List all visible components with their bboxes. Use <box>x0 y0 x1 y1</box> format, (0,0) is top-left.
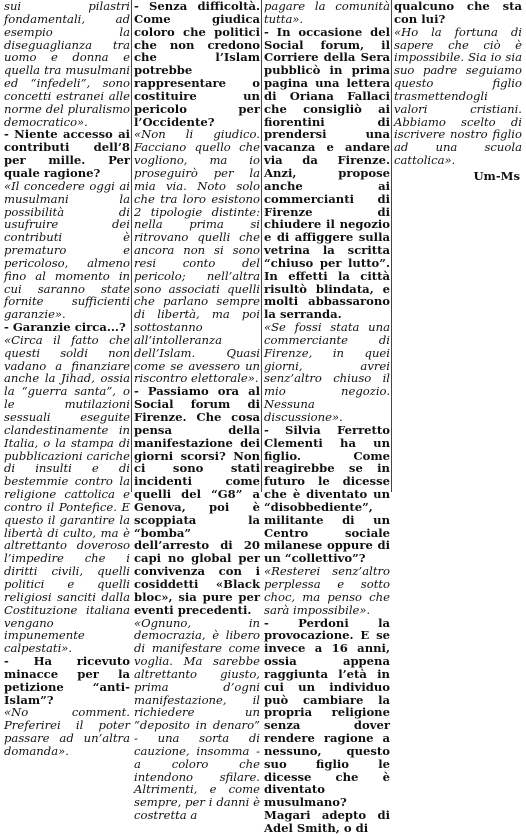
answer-paragraph: sui pilastri fondamentali, ad esempio la diseguaglianza tra uomo e donna e quella tra musulmani ed “infedeli”, sono concetti estranei alle norme del pluralismo democratico». <box>4 0 130 129</box>
column-3 <box>264 0 390 835</box>
answer-paragraph: «Se fossi stata una commerciante di Firenze, in quei giorni, avrei senz’altro chiuso il mio negozio. Nessuna discussione». <box>264 320 390 424</box>
column-2 <box>134 0 260 823</box>
column-4 <box>394 0 522 492</box>
column-1 <box>4 0 130 758</box>
question-paragraph: qualcuno che sta con lui? <box>394 0 522 26</box>
author-signature: Um-Ms <box>473 168 520 183</box>
question-paragraph: - Niente accesso ai contributi dell’8 per mille. Per quale ragione? <box>4 127 130 180</box>
answer-paragraph: «Circa il fatto che questi soldi non vadano a finanziare anche la Jihad, ossia la “guerra santa”, o le mutilazioni sessuali eseguite clandestinamente in Italia, o la stampa di pubblicazioni cariche di insulti e di bestemmie contro la religione cattolica e contro il Pontefice. E questo il garantire la libertà di culto, ma è altrettanto doveroso l’impedire che i diritti civili, quelli politici e quelli religiosi sanciti dalla Costituzione italiana vengano impunemente calpestati». <box>4 332 130 656</box>
answer-paragraph: pagare la comunità tutta». <box>264 0 390 26</box>
answer-paragraph: «Non li giudico. Facciano quello che vogliono, ma io proseguirò per la mia via. Noto solo che tra loro esistono 2 tipologie distinte: nella prima si ritrovano quelli che ancora non si sono resi conto del pericolo; nell’altra sono associati quelli che parlano sempre di libertà, ma poi sottostanno all’intolleranza dell’Islam. Quasi come se avessero un riscontro elettorale». <box>134 127 260 386</box>
answer-paragraph: «Il concedere oggi ai musulmani la possibilità di usufruire dei contributi è prematuro e pericoloso, almeno fino al momento in cui saranno state fornite sufficienti garanzie». <box>4 178 130 322</box>
question-paragraph: - Senza difficoltà. Come giudica coloro che politici che non credono che l’Islam potrebbe rappresentare o costituire un pericolo per l’Occidente? <box>134 0 260 129</box>
answer-paragraph: «Resterei senz’altro perplessa e sotto choc, ma penso che sarà impossibile». <box>264 564 390 617</box>
question-paragraph: - Garanzie circa...? <box>4 320 126 335</box>
question-paragraph: - In occasione del Social forum, il Corriere della Sera pubblicò in prima pagina una lettera di Oriana Fallaci che consigliò ai fiorentini di prendersi una vacanza e andare via da Firenze. Anzi, propose anche ai commercianti di Firenze di chiudere il negozio e di affiggere sulla vetrina la scritta “chiuso per lutto”. In effetti la città risultò blindata, e molti abbassarono la serranda. <box>264 24 390 322</box>
question-paragraph: - Perdoni la provocazione. E se invece a 16 anni, ossia appena raggiunta l’età in cui un individuo può cambiare la propria religione senza dover rendere ragione a nessuno, questo suo figlio le dicesse che è diventato musulmano? Magari adepto di Adel Smith, o di <box>264 615 390 835</box>
answer-paragraph: «No comment. Preferirei il poter passare ad un’altra domanda». <box>4 705 130 758</box>
question-paragraph: - Ha ricevuto minacce per la petizione “anti-Islam”? <box>4 654 130 707</box>
answer-paragraph: «Ho la fortuna di sapere che ciò è impossibile. Sia io sia suo padre seguiamo questo figlio trasmettendogli valori cristiani. Abbiamo scelto di iscrivere nostro figlio ad una scuola cattolica». <box>394 24 522 168</box>
column-divider <box>131 0 132 492</box>
answer-paragraph: «Ognuno, in democrazia, è libero di manifestare come voglia. Ma sarebbe altrettanto giusto, prima d’ogni manifestazione, il richiedere un “deposito in denaro” - una sorta di cauzione, insomma - a coloro che intendono sfilare. Altrimenti, e come sempre, per i danni è costretta a <box>134 615 260 823</box>
question-paragraph: - Silvia Ferretto Clementi ha un figlio. Come reagirebbe se in futuro le dicesse che è diventato un “disobbediente”, militante di un Centro sociale milanese oppure di un “collettivo”? <box>264 422 390 566</box>
question-paragraph: - Passiamo ora al Social forum di Firenze. Che cosa pensa della manifestazione dei giorni scorsi? Non ci sono stati incidenti come quelli del “G8” a Genova, poi è scoppiata la “bomba” dell’arresto di 20 capi no global per convivenza con i cosiddetti «Black bloc», sia pure per eventi precedenti. <box>134 384 260 617</box>
column-divider <box>261 0 262 492</box>
column-divider <box>391 0 392 492</box>
